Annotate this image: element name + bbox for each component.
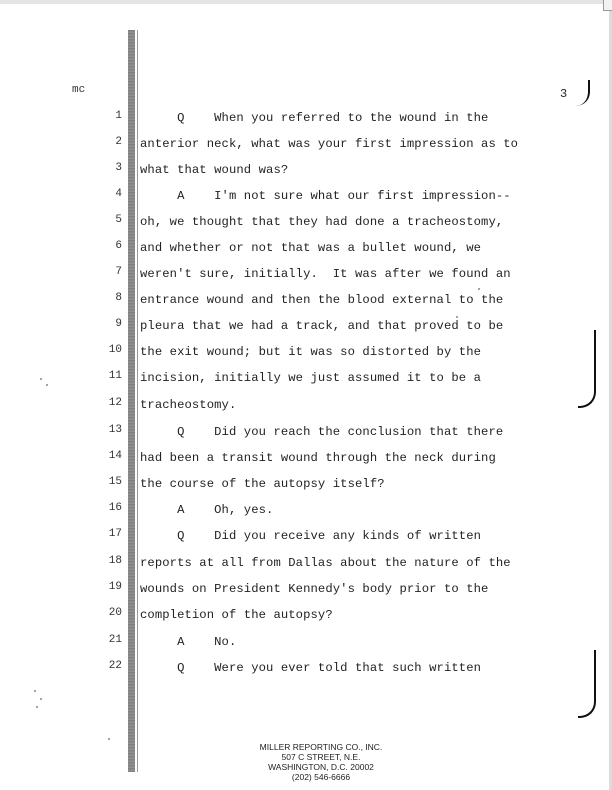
line-number: 14 <box>108 450 122 462</box>
page-number-mark <box>574 80 590 106</box>
line-number: 7 <box>115 266 122 278</box>
line-number: 20 <box>108 607 122 619</box>
scan-speck <box>46 384 48 386</box>
line-number: 18 <box>108 555 122 567</box>
scan-speck <box>34 690 36 692</box>
scan-corner <box>603 0 612 11</box>
line-number: 2 <box>115 136 122 148</box>
line-number: 19 <box>108 581 122 593</box>
transcript-line: pleura that we had a track, and that proved to be <box>140 319 504 333</box>
line-number: 9 <box>115 318 122 330</box>
transcript-line: incision, initially we just assumed it to be a <box>140 371 482 385</box>
transcript-line: reports at all from Dallas about the nature of the <box>140 556 511 570</box>
margin-bracket-mark <box>578 650 596 718</box>
line-number: 4 <box>115 188 122 200</box>
footer-company: MILLER REPORTING CO., INC. <box>259 742 383 752</box>
transcript-line: weren't sure, initially. It was after we found an <box>140 267 511 281</box>
scan-speck <box>36 706 38 708</box>
line-number: 11 <box>108 370 122 382</box>
scan-edge-top <box>0 0 612 4</box>
scan-speck <box>456 316 458 318</box>
line-number: 10 <box>108 344 122 356</box>
transcript-line: A I'm not sure what our first impression-- <box>140 189 511 203</box>
margin-bracket-mark <box>578 330 596 408</box>
transcript-line: what that wound was? <box>140 163 289 177</box>
transcript-line: and whether or not that was a bullet wound, we <box>140 241 482 255</box>
left-margin-rule-thin <box>137 30 138 772</box>
scan-speck <box>40 378 42 380</box>
line-number: 3 <box>115 162 122 174</box>
transcript-line: Q Did you reach the conclusion that there <box>140 425 504 439</box>
scan-speck <box>40 698 42 700</box>
transcript-line: had been a transit wound through the neck during <box>140 451 496 465</box>
footer-city: WASHINGTON, D.C. 20002 <box>268 762 374 772</box>
line-number: 15 <box>108 476 122 488</box>
line-number: 21 <box>108 634 122 646</box>
transcript-line: Q When you referred to the wound in the <box>140 111 489 125</box>
line-number: 17 <box>108 528 122 540</box>
reporter-footer <box>0 742 612 782</box>
line-number: 1 <box>115 110 122 122</box>
transcript-line: wounds on President Kennedy's body prior to the <box>140 582 489 596</box>
transcript-line: tracheostomy. <box>140 398 237 412</box>
scan-speck <box>478 288 480 290</box>
transcript-line: the exit wound; but it was so distorted by the <box>140 345 482 359</box>
line-number: 6 <box>115 240 122 252</box>
line-number: 16 <box>108 502 122 514</box>
transcript-line: A Oh, yes. <box>140 503 274 517</box>
footer-street: 507 C STREET, N.E. <box>281 752 361 762</box>
transcript-line: Q Did you receive any kinds of written <box>140 529 482 543</box>
transcript-line: the course of the autopsy itself? <box>140 477 385 491</box>
line-number: 22 <box>108 660 122 672</box>
reporter-initials: mc <box>72 84 86 96</box>
line-number: 12 <box>108 397 122 409</box>
transcript-line: Q Were you ever told that such written <box>140 661 482 675</box>
transcript-line: A No. <box>140 635 237 649</box>
transcript-line: anterior neck, what was your first impression as to <box>140 137 519 151</box>
transcript-line: oh, we thought that they had done a tracheostomy, <box>140 215 504 229</box>
scan-speck <box>108 738 110 740</box>
line-number: 13 <box>108 424 122 436</box>
transcript-line: completion of the autopsy? <box>140 608 333 622</box>
footer-phone: (202) 546-6666 <box>291 772 351 782</box>
line-number: 5 <box>115 214 122 226</box>
page-number: 3 <box>560 87 568 101</box>
left-margin-rule <box>128 30 135 772</box>
transcript-line: entrance wound and then the blood external to the <box>140 293 504 307</box>
line-number: 8 <box>115 292 122 304</box>
